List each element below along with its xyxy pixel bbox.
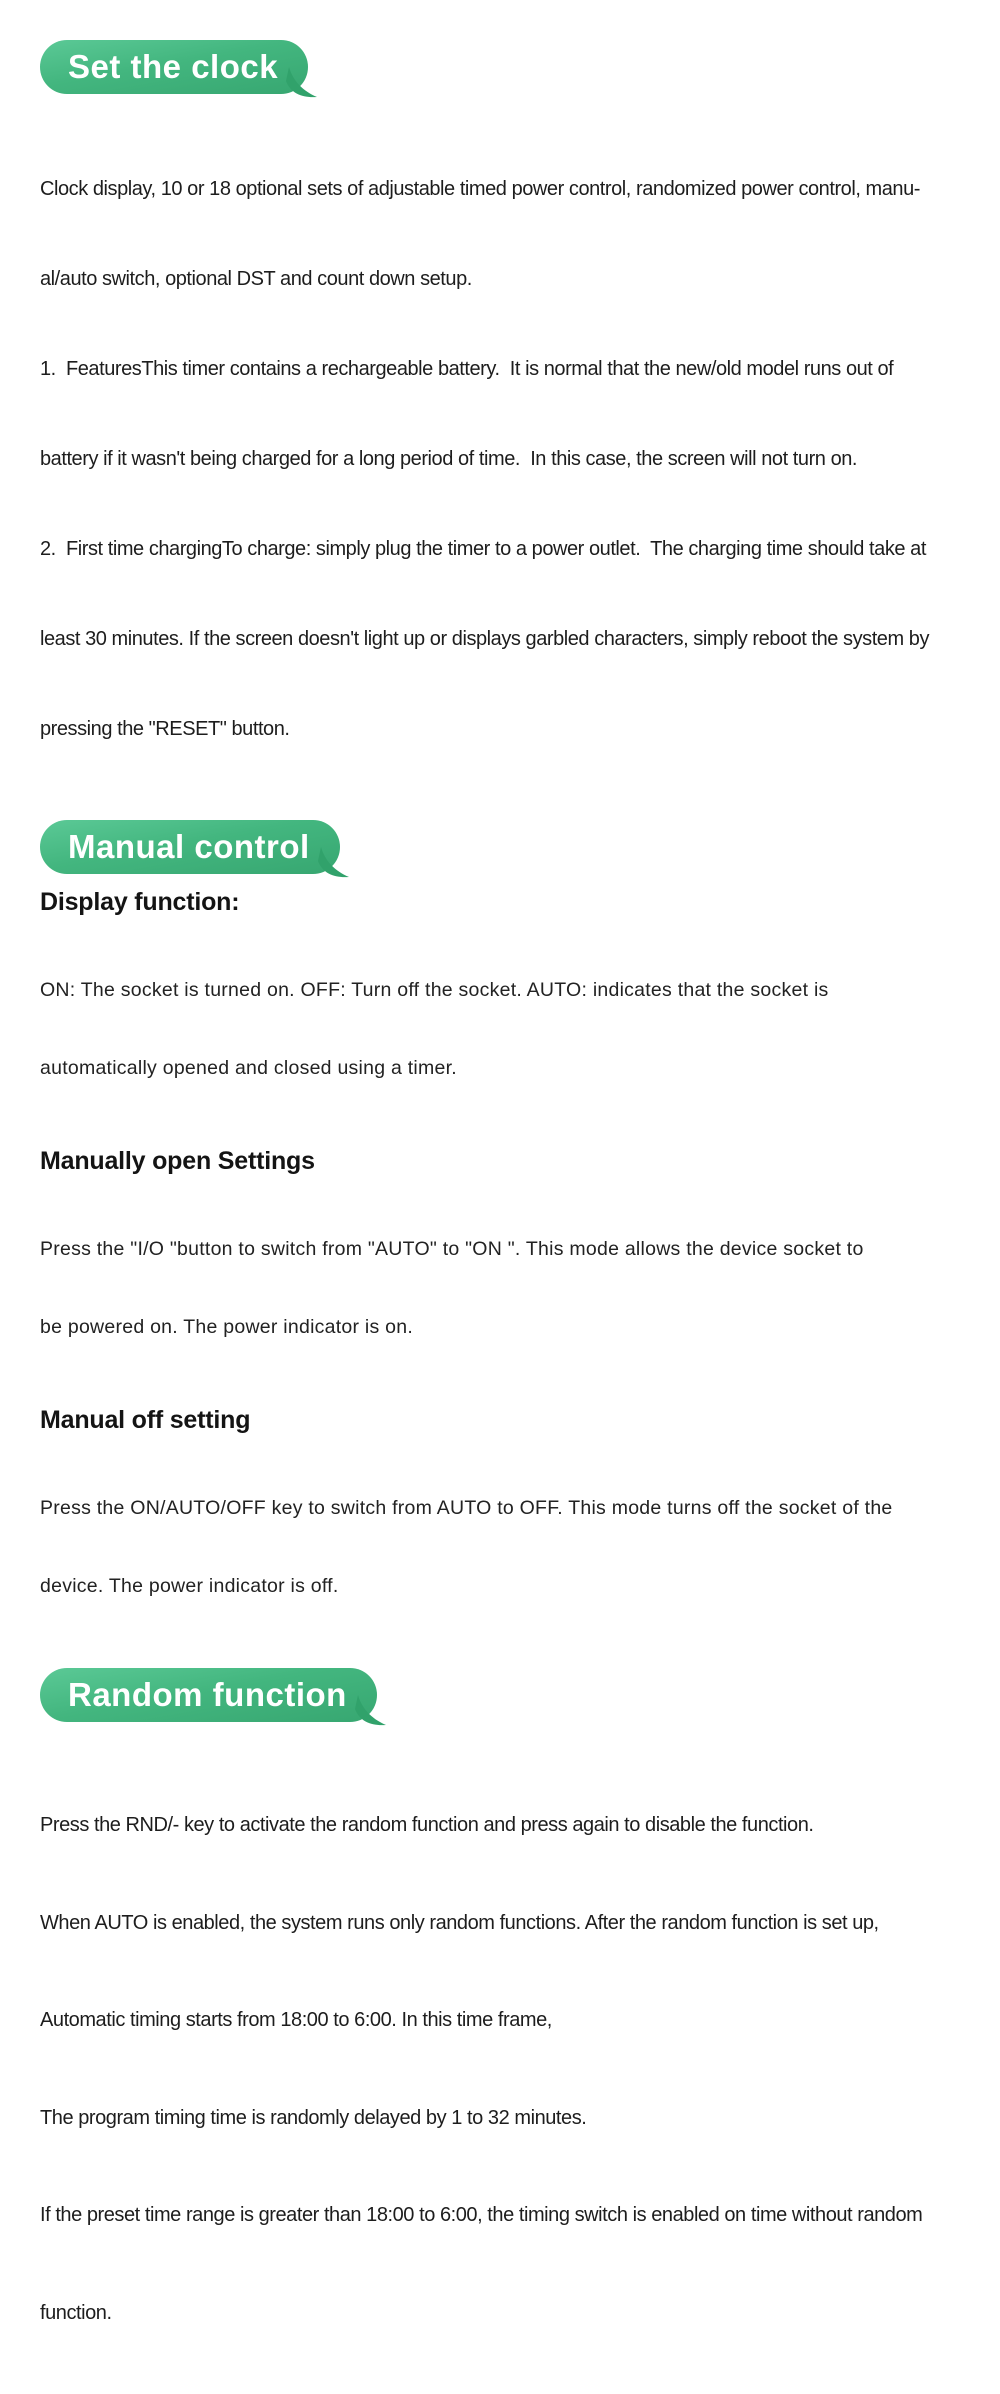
speech-bubble-tail-icon [285, 65, 319, 99]
subsection-manual-off-setting [40, 1405, 966, 1651]
section-manual-control [40, 820, 966, 1651]
text-line: Press the "I/O "button to switch from "AUTO" to "ON ". This mode allows the device socket to [40, 1238, 864, 1260]
section-random-function [40, 1668, 966, 2394]
text-line: pressing the "RESET" button. [40, 718, 290, 740]
subsection-heading: Manual off setting [40, 1406, 251, 1434]
subsection-manually-open-settings [40, 1146, 966, 1392]
text-line: The program timing time is randomly delayed by 1 to 32 minutes. [40, 2106, 587, 2129]
subsection-display-function [40, 887, 966, 1133]
text-line: If the preset time range is greater than 18:00 to 6:00, the timing switch is enabled on time without random [40, 2204, 923, 2226]
set-the-clock-paragraphs [40, 114, 966, 804]
subsection-heading: Manually open Settings [40, 1147, 315, 1175]
banner-set-the-clock [40, 40, 308, 94]
text-line: function. [40, 2301, 112, 2324]
text-line: 1. FeaturesThis timer contains a rechargeable battery. It is normal that the new/old model runs out of [40, 358, 894, 380]
speech-bubble-tail-icon [354, 1693, 388, 1727]
banner-title: Manual control [68, 828, 310, 865]
random-function-paragraphs [40, 1744, 966, 2394]
banner-title: Random function [68, 1676, 347, 1713]
text-line: be powered on. The power indicator is on. [40, 1316, 414, 1338]
text-line: 2. First time chargingTo charge: simply plug the timer to a power outlet. The charging time should take at [40, 538, 926, 560]
text-line: Clock display, 10 or 18 optional sets of adjustable timed power control, randomized power control, manu- [40, 178, 920, 200]
text-line: When AUTO is enabled, the system runs only random functions. After the random function is set up, [40, 1911, 879, 1934]
text-line: Automatic timing starts from 18:00 to 6:00. In this time frame, [40, 2009, 552, 2031]
text-line: Press the RND/- key to activate the random function and press again to disable the function. [40, 1814, 814, 1836]
text-line: Press the ON/AUTO/OFF key to switch from AUTO to OFF. This mode turns off the socket of the [40, 1497, 893, 1519]
subsection-heading: Display function: [40, 888, 240, 916]
speech-bubble-tail-icon [317, 845, 351, 879]
text-line: battery if it wasn't being charged for a long period of time. In this case, the screen will not turn on. [40, 448, 858, 470]
text-line: al/auto switch, optional DST and count down setup. [40, 268, 472, 290]
banner-title: Set the clock [68, 48, 279, 85]
text-line: automatically opened and closed using a timer. [40, 1057, 457, 1079]
text-line: least 30 minutes. If the screen doesn't light up or displays garbled characters, simply reboot the system by [40, 628, 930, 650]
section-set-the-clock [40, 40, 966, 804]
text-line: device. The power indicator is off. [40, 1575, 339, 1597]
banner-manual-control [40, 820, 340, 874]
text-line: ON: The socket is turned on. OFF: Turn off the socket. AUTO: indicates that the socket is [40, 979, 829, 1001]
banner-random-function [40, 1668, 377, 1722]
